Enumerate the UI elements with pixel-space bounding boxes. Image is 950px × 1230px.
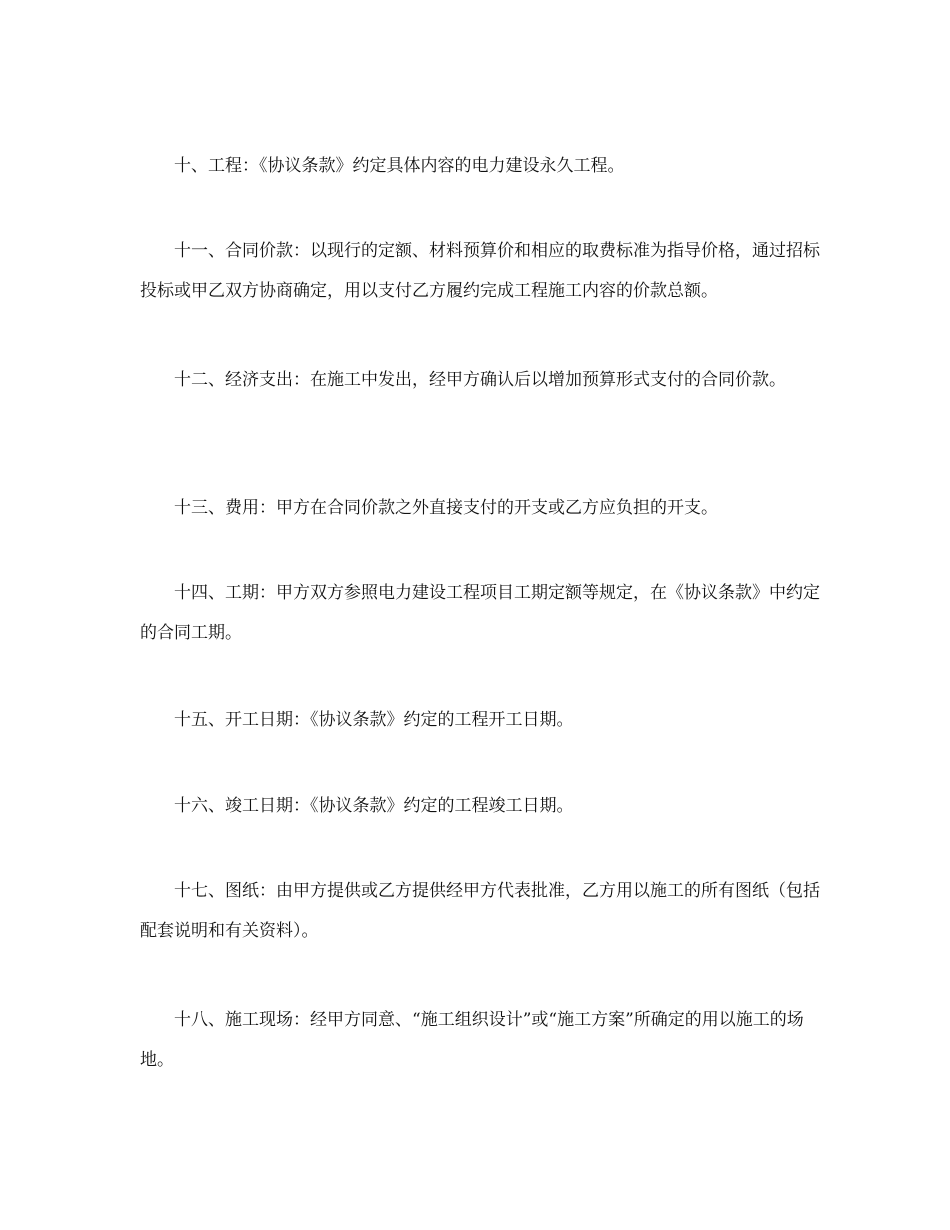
clause-12-economic-expenditure: 十二、经济支出：在施工中发出，经甲方确认后以增加预算形式支付的合同价款。 (174, 370, 786, 390)
clause-18-construction-site: 十八、施工现场：经甲方同意、“施工组织设计”或“施工方案”所确定的用以施工的场地。 (140, 1010, 804, 1070)
clause-16-completion-date: 十六、竣工日期：《协议条款》约定的工程竣工日期。 (174, 796, 574, 816)
clause-10-engineering: 十、工程：《协议条款》约定具体内容的电力建设永久工程。 (174, 156, 625, 176)
clause-17-drawings: 十七、图纸：由甲方提供或乙方提供经甲方代表批准，乙方用以施工的所有图纸（包括配套说明和有关资料）。 (140, 881, 820, 941)
clause-15-start-date: 十五、开工日期：《协议条款》约定的工程开工日期。 (174, 710, 574, 730)
clause-14-construction-period: 十四、工期：甲方双方参照电力建设工程项目工期定额等规定，在《协议条款》中约定的合同工期。 (140, 583, 820, 643)
clause-11-contract-price: 十一、合同价款：以现行的定额、材料预算价和相应的取费标准为指导价格，通过招标投标或甲乙双方协商确定，用以支付乙方履约完成工程施工内容的价款总额。 (140, 241, 820, 301)
clause-13-expenses: 十三、费用：甲方在合同价款之外直接支付的开支或乙方应负担的开支。 (174, 498, 718, 518)
